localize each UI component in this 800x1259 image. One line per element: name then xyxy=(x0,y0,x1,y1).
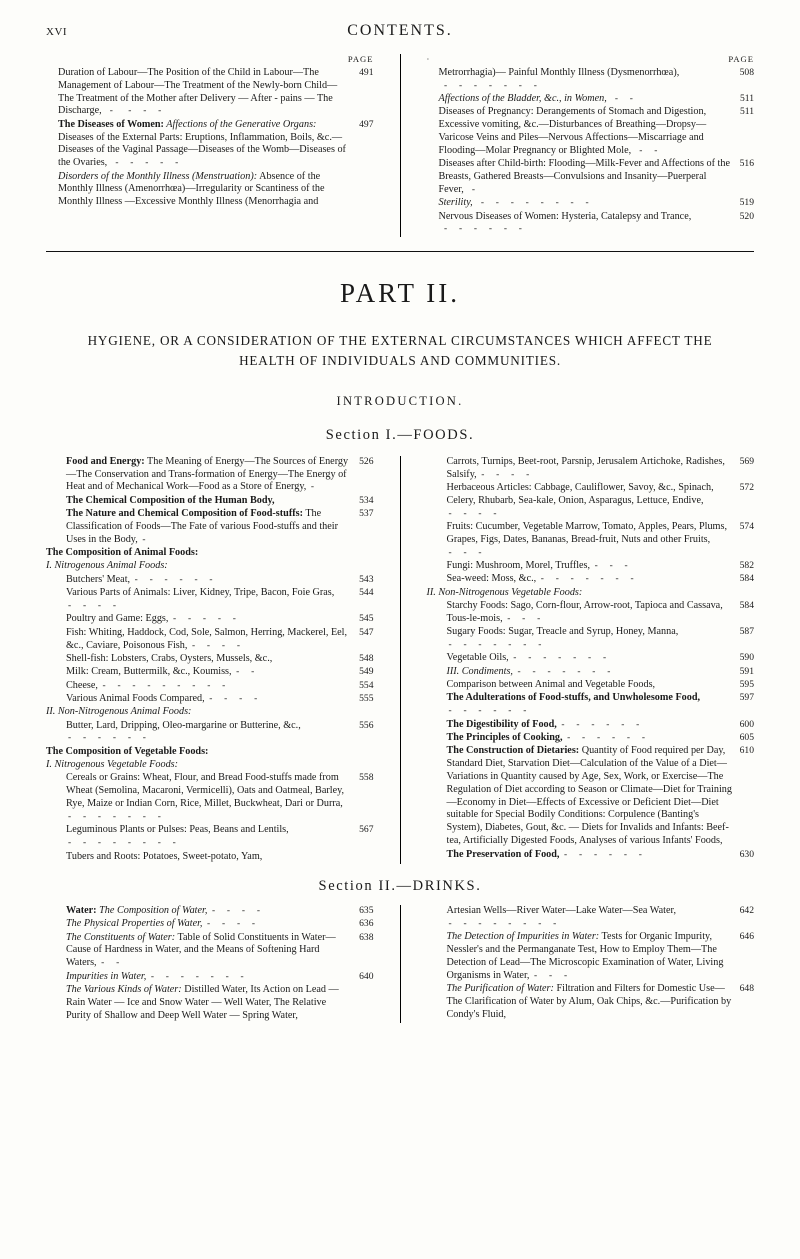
dot-leader: - - - - - - xyxy=(567,732,647,743)
toc-entry-heading: II. Non-Nitrogenous Animal Foods: xyxy=(46,706,192,718)
toc-entry[interactable] xyxy=(426,587,754,600)
dot-leader: - - - xyxy=(534,970,569,981)
toc-page-number: 548 xyxy=(359,652,374,664)
dot-leader: - - - - - - - xyxy=(68,811,163,822)
section-one-columns xyxy=(46,456,754,864)
toc-entry[interactable] xyxy=(46,905,374,918)
toc-page-number: 555 xyxy=(359,692,374,704)
toc-entry[interactable] xyxy=(426,679,754,692)
toc-entry[interactable] xyxy=(426,732,754,745)
toc-entry-heading: Disorders of the Monthly Illness (Menstruation): xyxy=(58,170,258,182)
toc-page-number: 520 xyxy=(739,210,754,222)
dot-leader: - - - - - - - - - xyxy=(102,680,227,691)
toc-page-number: 544 xyxy=(359,587,374,599)
toc-page-number: 642 xyxy=(739,904,754,916)
toc-page-number: 582 xyxy=(739,559,754,571)
toc-entry[interactable] xyxy=(46,508,374,547)
toc-entry[interactable] xyxy=(426,626,754,652)
toc-entry-heading: Water: xyxy=(66,904,97,916)
dot-leader: - - xyxy=(236,667,256,678)
dot-leader: - - - - - - - xyxy=(150,971,245,982)
dot-leader: - - - - xyxy=(209,693,259,704)
toc-entry-text: Nervous Diseases of Women: Hysteria, Catalepsy and Trance, xyxy=(438,210,692,222)
toc-page-number: 511 xyxy=(739,93,754,105)
dot-leader: - - - - xyxy=(211,905,262,916)
toc-entry[interactable] xyxy=(46,971,374,984)
toc-entry-text: The Meaning of Energy—The Sources of Energy—The Conservation and Trans-formation of Energy—The Energy of Heat and of Mechanical Work—Food as a Store of Energy, xyxy=(66,455,349,493)
toc-page-number: 638 xyxy=(359,931,374,943)
toc-page-number: 600 xyxy=(739,718,754,730)
toc-page-number: 549 xyxy=(359,666,374,678)
toc-entry-heading: III. Condiments, xyxy=(446,665,513,677)
toc-page-number: 587 xyxy=(739,626,754,638)
toc-entry-heading: Artesian Wells—River Water—Lake Water—Sea Water, xyxy=(446,904,676,916)
dot-leader: - - - xyxy=(448,547,483,558)
toc-entry-text: Diseases after Child-birth: Flooding—Milk-Fever and Affections of the Breasts, Gathered Breasts—Convulsions and Insanity—Puerperal Fever, xyxy=(438,158,731,195)
toc-page-number: 519 xyxy=(739,197,754,209)
toc-entry-heading: Fungi: xyxy=(446,559,474,571)
contents-column-left xyxy=(46,54,374,237)
toc-entry-text: Cucumber, Vegetable Marrow, Tomato, Apples, Pears, Plums, Grapes, Figs, Dates, Bananas, Bread-fruit, Nuts and other Fruits, xyxy=(446,520,727,545)
page-label-left: PAGE xyxy=(347,54,374,64)
toc-entry-text: Quantity of Food required per Day, Standard Diet, Starvation Diet—Calculation of the Value of a Diet—Variations in Quantity caused by Age, Sex, Work, or Exercise—The Regulation of Diet according to Season or Climate—Diet for Training—Economy in Diet—Effects of Excessive or Deficient Diet—Diet suitable for Special Bodily Conditions: Corpulence (Banting's System), Diabetes, Gout, &c. — Diets for Invalids and Infants: Beef-tea, Artificially Digested Foods, Analyses of various Infants' Foods, xyxy=(446,745,732,847)
toc-page-number: 511 xyxy=(739,106,754,118)
dot-leader: - - xyxy=(101,958,121,969)
toc-entry-heading: Sea-weed: xyxy=(446,573,489,585)
toc-entry-text: The Composition of Water, xyxy=(96,904,208,916)
toc-entry-heading: Impurities in Water, xyxy=(66,970,147,982)
toc-entry-heading: The Nature and Chemical Composition of Food-stuffs: xyxy=(66,508,303,520)
dot-leader: - xyxy=(310,482,316,493)
contents-columns-top xyxy=(46,54,754,237)
toc-page-number: 569 xyxy=(739,455,754,467)
section-rule xyxy=(46,251,754,252)
toc-page-number: 636 xyxy=(359,918,374,930)
dot-leader: - - - - - - xyxy=(440,224,524,235)
toc-entry-heading: Butchers' Meat, xyxy=(66,573,131,585)
dot-leader: - - - - - - xyxy=(134,574,214,585)
toc-page-number: 574 xyxy=(739,520,754,532)
toc-entry[interactable] xyxy=(426,211,754,237)
toc-page-number: 635 xyxy=(359,904,374,916)
toc-entry[interactable] xyxy=(426,158,754,197)
dot-leader: - - - - xyxy=(448,508,498,519)
dot-leader: - - - - xyxy=(191,640,242,651)
dot-leader: - - - - xyxy=(106,106,163,117)
column-divider xyxy=(400,905,401,1023)
toc-entry-text: Duration of Labour—The Position of the Child in Labour—The Management of Labour—The Treatment of the Newly-born Child—The Treatment of the Mother after Delivery — After - pains — The Discharge, xyxy=(58,66,338,117)
toc-entry[interactable] xyxy=(426,849,754,862)
section-one-column-right xyxy=(426,456,754,864)
toc-entry-heading: The Constituents of Water: xyxy=(66,931,176,943)
toc-page-number: 646 xyxy=(739,931,754,943)
toc-entry[interactable] xyxy=(426,573,754,586)
toc-entry[interactable] xyxy=(46,666,374,679)
toc-entry-text: Cabbage, Cauliflower, Savoy, &c., Spinach, Celery, Rhubarb, Sea-kale, Onion, Asparagus, Lettuce, Endive, xyxy=(446,481,714,506)
toc-entry[interactable] xyxy=(46,560,374,573)
toc-page-number: 534 xyxy=(359,494,374,506)
section-two-column-right xyxy=(426,905,754,1023)
toc-page-number: 640 xyxy=(359,970,374,982)
toc-entry[interactable] xyxy=(426,482,754,521)
toc-entry-text: Table of Solid Constituents in Water—Cause of Hardness in Water, and the Means of Softening Hard Waters, xyxy=(66,931,336,969)
toc-page-number: 591 xyxy=(739,665,754,677)
toc-page-number: 572 xyxy=(739,481,754,493)
toc-entry[interactable] xyxy=(426,745,754,848)
toc-entry[interactable] xyxy=(46,547,374,560)
toc-entry-heading: Fruits: xyxy=(446,520,474,532)
toc-entry[interactable] xyxy=(46,746,374,759)
toc-page-number: 567 xyxy=(359,824,374,836)
toc-page-number: 584 xyxy=(739,599,754,611)
dot-leader: - - xyxy=(611,94,635,105)
toc-entry-heading: The Purification of Water: xyxy=(446,982,554,994)
toc-entry[interactable] xyxy=(46,119,374,170)
toc-entry-heading: The Principles of Cooking, xyxy=(446,731,563,743)
section-two-columns xyxy=(46,905,754,1023)
toc-entry[interactable] xyxy=(426,600,754,626)
toc-entry-heading: I. Nitrogenous Animal Foods: xyxy=(46,560,168,572)
toc-entry-subheading: Affections of the Generative Organs: xyxy=(163,118,317,130)
toc-entry-text: Diseases of the External Parts: Eruptions, Inflammation, Boils, &c.—Diseases of the Vaginal Passage—Diseases of the Womb—Diseases of the Ovaries, xyxy=(58,131,346,169)
section-two-title: Section II.—DRINKS. xyxy=(318,877,482,894)
dot-leader: - - - - - - - - xyxy=(68,838,177,849)
toc-page-number: 605 xyxy=(739,731,754,743)
toc-entry[interactable] xyxy=(46,720,374,746)
column-divider xyxy=(400,456,401,864)
toc-entry[interactable] xyxy=(426,666,754,679)
running-head xyxy=(46,22,754,40)
toc-entry[interactable] xyxy=(46,613,374,626)
section-two-column-left xyxy=(46,905,374,1023)
dot-leader: - - - xyxy=(594,560,629,571)
toc-entry[interactable] xyxy=(46,680,374,693)
toc-entry[interactable] xyxy=(46,693,374,706)
toc-entry-heading: Poultry and Game: xyxy=(66,613,143,625)
toc-entry[interactable] xyxy=(426,719,754,732)
dot-leader: - - - - - - - - xyxy=(448,918,558,929)
toc-entry[interactable] xyxy=(426,93,754,106)
toc-entry[interactable] xyxy=(426,560,754,573)
dot-leader: - - - - - - xyxy=(68,733,148,744)
toc-entry-heading: Cheese, xyxy=(66,679,98,691)
toc-entry[interactable] xyxy=(426,197,754,210)
toc-entry[interactable] xyxy=(426,106,754,157)
dot-leader: - xyxy=(468,184,477,195)
toc-entry-text: Cream, Buttermilk, &c., Koumiss, xyxy=(88,666,232,678)
toc-page-number: 526 xyxy=(359,455,374,467)
toc-page-number: 590 xyxy=(739,652,754,664)
toc-entry-heading: Butter, Lard, Dripping, Oleo-margarine or Butterine, &c., xyxy=(66,719,301,731)
toc-entry-text: Metrorrhagia)— Painful Monthly Illness (Dysmenorrhœa), xyxy=(438,66,680,78)
toc-page-number: 556 xyxy=(359,719,374,731)
dot-leader: - - - - - - - xyxy=(540,574,635,585)
toc-page-number: 584 xyxy=(739,573,754,585)
toc-page-number: 547 xyxy=(359,626,374,638)
contents-column-right xyxy=(426,54,754,237)
toc-page-number: 630 xyxy=(739,848,754,860)
toc-entry-heading: Milk: xyxy=(66,666,89,678)
toc-entry-heading: Fish: xyxy=(66,626,87,638)
column-divider xyxy=(400,54,401,237)
toc-entry-heading: The Physical Properties of Water, xyxy=(66,918,203,930)
toc-page-number: 543 xyxy=(359,573,374,585)
dot-leader: - - - - - - - xyxy=(448,640,543,651)
toc-entry[interactable] xyxy=(46,495,374,508)
toc-entry-heading: Various Parts of Animals: xyxy=(66,587,171,599)
toc-entry[interactable] xyxy=(46,772,374,823)
toc-entry-heading: The Various Kinds of Water: xyxy=(66,983,182,995)
toc-entry-text: The Classification of Foods—The Fate of various Food-stuffs and their Uses in the Body, xyxy=(66,508,339,545)
dot-leader: - - - - - - - xyxy=(517,666,612,677)
section-one-column-left xyxy=(46,456,374,864)
toc-entry[interactable] xyxy=(46,851,374,864)
toc-entry-heading: The Detection of Impurities in Water: xyxy=(446,931,600,943)
toc-entry-text: Diseases of Pregnancy: Derangements of Stomach and Digestion, Excessive vomiting, &c.—Disturbances of Breathing—Dropsy—Varicose Veins and Piles—Nervous Affections—Miscarriage and Flooding—Molar Pregnancy or Blighted Mole, xyxy=(438,106,707,156)
toc-entry[interactable] xyxy=(426,67,754,93)
dot-leader: - - - - - - xyxy=(561,719,641,730)
folio-number: xvi xyxy=(46,23,68,39)
toc-page-number: 516 xyxy=(739,158,754,170)
toc-entry-text: Sugar, Treacle and Syrup, Honey, Manna, xyxy=(505,626,679,638)
toc-entry-text: Moss, &c., xyxy=(488,573,537,585)
toc-entry-text: Sterility, xyxy=(438,197,473,209)
page-title: CONTENTS. xyxy=(347,22,453,39)
toc-entry-heading: The Composition of Vegetable Foods: xyxy=(46,745,209,757)
toc-entry-text: Absence of the Monthly Illness (Amenorrhœa)—Irregularity or Scantiness of the Monthly Illness —Excessive Monthly Illness (Menorrhagia and xyxy=(58,170,325,208)
toc-entry-heading: Herbaceous Articles: xyxy=(446,481,532,493)
toc-entry[interactable] xyxy=(426,983,754,1022)
toc-entry-heading: Starchy Foods: xyxy=(446,599,508,611)
toc-entry-text: Filtration and Filters for Domestic Use—The Clarification of Water by Alum, Oak Chips, &c.—Purification by Condy's Fluid, xyxy=(446,982,732,1020)
toc-entry-heading: The Chemical Composition of the Human Body, xyxy=(66,494,275,506)
toc-entry-text: Affections of the Bladder, &c., in Women, xyxy=(438,93,607,105)
toc-entry-text: Peas, Beans and Lentils, xyxy=(186,824,289,836)
toc-entry-heading: II. Non-Nitrogenous Vegetable Foods: xyxy=(426,586,583,598)
dot-leader: - - - - - - xyxy=(564,849,644,860)
toc-entry[interactable] xyxy=(46,67,374,118)
toc-page-number: 554 xyxy=(359,679,374,691)
toc-entry-text: Tests for Organic Impurity, Nessler's and the Permanganate Test, How to Employ Them—The Detection of Lead—The Microscopic Examination of Water, Living Organisms in Water, xyxy=(446,931,724,981)
toc-page-number: 595 xyxy=(739,679,754,691)
toc-entry[interactable] xyxy=(46,706,374,719)
toc-entry-heading: Leguminous Plants or Pulses: xyxy=(66,824,187,836)
dot-leader: - - - - - - xyxy=(448,706,528,717)
dot-leader: - - - - - - - - xyxy=(477,198,590,209)
toc-entry[interactable] xyxy=(46,574,374,587)
toc-entry-heading: The Digestibility of Food, xyxy=(446,718,557,730)
toc-page-number: 648 xyxy=(739,982,754,994)
toc-entry[interactable] xyxy=(426,652,754,665)
toc-entry-text: Distilled Water, Its Action on Lead — Rain Water — Ice and Snow Water — Well Water, The Relative Purity of Shallow and Deep Well Water — Spring Water, xyxy=(66,983,339,1021)
toc-entry-heading: Various Animal Foods Compared, xyxy=(66,692,205,704)
toc-entry-heading: The Construction of Dietaries: xyxy=(446,745,580,757)
toc-entry-heading: The Composition of Animal Foods: xyxy=(46,547,199,559)
toc-entry-heading: The Diseases of Women: xyxy=(58,118,164,130)
toc-entry-text: Eggs, xyxy=(142,613,169,625)
toc-entry[interactable] xyxy=(426,905,754,931)
toc-entry[interactable] xyxy=(46,587,374,613)
toc-page-number: 491 xyxy=(359,66,374,78)
toc-entry[interactable] xyxy=(46,171,374,210)
toc-entry-heading: Carrots, Turnips, Beet-root, Parsnip, Jerusalem Artichoke, Radishes, Salsify, xyxy=(446,455,725,480)
toc-entry[interactable] xyxy=(46,984,374,1023)
toc-entry[interactable] xyxy=(46,918,374,931)
toc-entry-heading: Sugary Foods: xyxy=(446,626,506,638)
dot-leader: - - xyxy=(635,145,659,156)
toc-page-number: 508 xyxy=(739,66,754,78)
toc-entry-heading: Cereals or Grains: xyxy=(66,772,141,784)
toc-entry[interactable] xyxy=(46,932,374,971)
dot-leader: - - - xyxy=(507,613,542,624)
toc-entry-heading: Food and Energy: xyxy=(66,455,145,467)
toc-page-number: 497 xyxy=(359,118,374,130)
dot-leader: - - - - - xyxy=(172,614,238,625)
part-description: HYGIENE, OR A CONSIDERATION OF THE EXTERNAL CIRCUMSTANCES WHICH AFFECT THE HEALTH OF INDIVIDUALS AND COMMUNITIES. xyxy=(87,332,713,369)
toc-entry-heading: Tubers and Roots: xyxy=(66,850,141,862)
toc-entry-heading: Shell-fish: xyxy=(66,652,109,664)
toc-entry-text: Potatoes, Sweet-potato, Yam, xyxy=(140,850,263,862)
toc-entry-heading: I. Nitrogenous Vegetable Foods: xyxy=(46,759,179,771)
toc-entry-heading: The Adulterations of Food-stuffs, and Unwholesome Food, xyxy=(446,692,701,704)
toc-entry[interactable] xyxy=(426,931,754,982)
toc-page-number: 597 xyxy=(739,692,754,704)
toc-entry-text: Liver, Kidney, Tripe, Bacon, Foie Gras, xyxy=(170,587,335,599)
dot-leader: - - - - xyxy=(207,919,257,930)
toc-entry-heading: Vegetable Oils, xyxy=(446,652,509,664)
toc-entry[interactable] xyxy=(46,456,374,495)
toc-page-number: 610 xyxy=(739,745,754,757)
toc-entry[interactable] xyxy=(46,824,374,850)
part-title: PART II. xyxy=(340,277,460,308)
section-one-title: Section I.—FOODS. xyxy=(325,426,475,443)
dot-leader: - - - - - - - xyxy=(513,653,608,664)
toc-entry[interactable] xyxy=(426,521,754,560)
dot-leader: - xyxy=(142,534,147,545)
toc-page-number: 537 xyxy=(359,508,374,520)
toc-entry-text: Sago, Corn-flour, Arrow-root, Tapioca and Cassava, Tous-le-mois, xyxy=(446,599,723,624)
toc-page-number: 545 xyxy=(359,613,374,625)
toc-entry[interactable] xyxy=(46,653,374,666)
toc-entry[interactable] xyxy=(46,627,374,653)
toc-entry-text: Lobsters, Crabs, Oysters, Mussels, &c., xyxy=(108,652,273,664)
dot-leader: - - - - xyxy=(481,469,531,480)
introduction-label: INTRODUCTION. xyxy=(336,393,464,408)
toc-entry-heading: The Preservation of Food, xyxy=(446,848,560,860)
dot-leader: - - - - - xyxy=(111,158,180,169)
toc-page-number: 558 xyxy=(359,772,374,784)
toc-entry-text: Wheat, Flour, and Bread Food-stuffs made from Wheat (Semolina, Macaroni, Vermicelli), Oats and Oatmeal, Barley, Rye, Maize or Indian Corn, Rice, Millet, Buckwheat, Dari or Durra, xyxy=(66,772,345,810)
page-label-right: · PAGE xyxy=(426,54,754,65)
toc-entry-text: Whiting, Haddock, Cod, Sole, Salmon, Herring, Mackerel, Eel, &c., Caviare, Poisonous Fish, xyxy=(66,626,348,651)
toc-entry[interactable] xyxy=(426,456,754,482)
toc-entry-text: Mushroom, Morel, Truffles, xyxy=(473,559,591,571)
toc-entry-heading: Comparison between Animal and Vegetable Foods, xyxy=(446,679,656,691)
dot-leader: - - - - xyxy=(68,600,118,611)
dot-leader: - - - - - - - xyxy=(440,80,539,91)
toc-entry[interactable] xyxy=(426,692,754,718)
toc-entry[interactable] xyxy=(46,759,374,772)
